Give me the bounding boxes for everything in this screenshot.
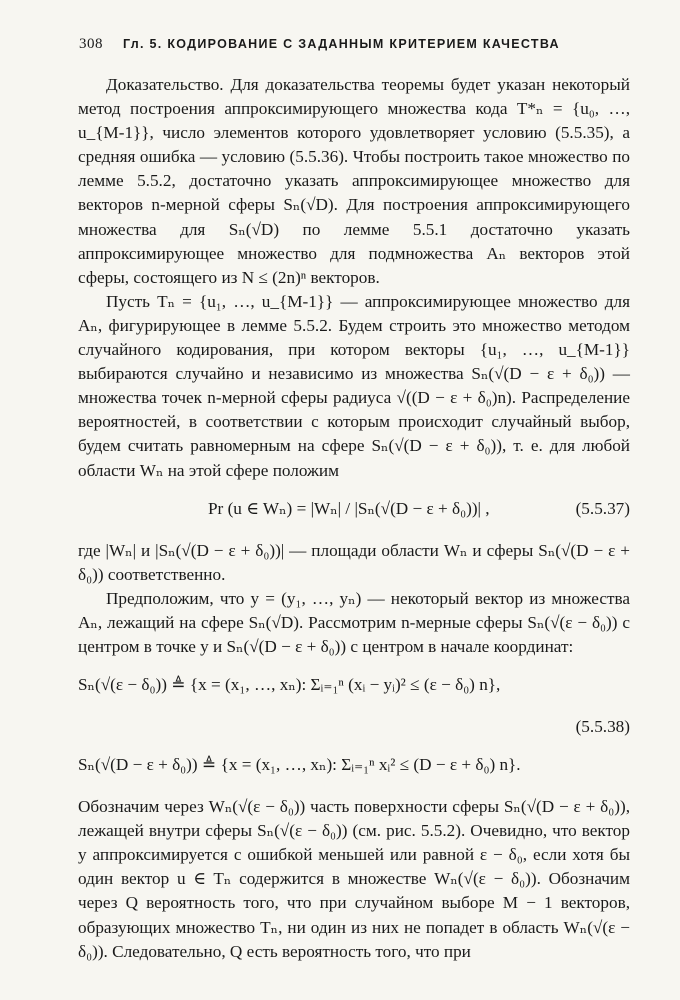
- page-body: [78, 73, 630, 964]
- equation-5-5-37-label: (5.5.37): [575, 498, 630, 518]
- chapter-title: Гл. 5. КОДИРОВАНИЕ С ЗАДАННЫМ КРИТЕРИЕМ КАЧЕСТВА: [123, 37, 560, 51]
- paragraph-where: где |Wₙ| и |Sₙ(√(D − ε + δ₀))| — площади области Wₙ и сферы Sₙ(√(D − ε + δ₀)) соответственно.: [78, 540, 630, 584]
- paragraph-proof: Доказательство. Для доказательства теоремы будет указан некоторый метод построения аппроксимирующего множества кода T*ₙ = {u₀, …, u_{M-1}}, число элементов которого удовлетворяет условию (5.5.35), а средняя ошибка — условию (5.5.36). Чтобы построить такое множество по лемме 5.5.2, достаточно указать аппроксимирующее множество для векторов n-мерной сферы Sₙ(√D). Для построения аппроксимирующего множества для Sₙ(√D) по лемме 5.5.1 достаточно указать аппроксимирующее множество для подмножества Aₙ векторов этой сферы, состоящего из N ≤ (2n)ⁿ векторов.: [78, 75, 630, 287]
- page-header: [79, 36, 599, 58]
- page-number: 308: [79, 36, 103, 52]
- paragraph-denote: Обозначим через Wₙ(√(ε − δ₀)) часть поверхности сферы Sₙ(√(D − ε + δ₀)), лежащей внутри сферы Sₙ(√(ε − δ₀)) (см. рис. 5.5.2). Очевидно, что вектор y аппроксимируется с ошибкой меньшей или равной ε − δ₀, если хотя бы один вектор u ∈ Tₙ содержится в множестве Wₙ(√(ε − δ₀)). Обозначим через Q вероятность того, что при случайном выборе M − 1 векторов, образующих множество Tₙ, ни один из них не попадет в область Wₙ(√(ε − δ₀)). Следовательно, Q есть вероятность того, что при: [78, 797, 630, 961]
- equation-5-5-38b-formula: Sₙ(√(D − ε + δ₀)) ≜ {x = (x₁, …, xₙ): Σᵢ₌₁ⁿ xᵢ² ≤ (D − ε + δ₀) n}.: [78, 755, 521, 775]
- equation-5-5-37: [78, 491, 630, 531]
- equation-5-5-38-label: (5.5.38): [575, 717, 630, 737]
- equation-5-5-37-formula: Pr (u ∈ Wₙ) = |Wₙ| / |Sₙ(√(D − ε + δ₀))| ,: [208, 498, 490, 518]
- paragraph-random-coding: Пусть Tₙ = {u₁, …, u_{M-1}} — аппроксимирующее множество для Aₙ, фигурирующее в лемме 5.5.2. Будем строить это множество методом случайного кодирования, при котором векторы {u₁, …, u_{M-1}} выбираются случайно и независимо из множества Sₙ(√(D − ε + δ₀)) — множества точек n-мерной сферы радиуса √((D − ε + δ₀)n). Распределение вероятностей, в соответствии с которым происходит случайный выбор, будем считать равномерным на сфере Sₙ(√(D − ε + δ₀)), т. е. для любой области Wₙ на этой сфере положим: [78, 291, 630, 480]
- equation-5-5-38a-formula: Sₙ(√(ε − δ₀)) ≜ {x = (x₁, …, xₙ): Σᵢ₌₁ⁿ (xᵢ − yᵢ)² ≤ (ε − δ₀) n},: [78, 675, 501, 695]
- paragraph-suppose: Предположим, что y = (y₁, …, yₙ) — некоторый вектор из множества Aₙ, лежащий на сфере Sₙ(√D). Рассмотрим n-мерные сферы Sₙ(√(ε − δ₀)) с центром в точке y и Sₙ(√(D − ε + δ₀)) с центром в начале координат:: [78, 588, 630, 656]
- equation-5-5-38a: [78, 667, 630, 707]
- equation-5-5-38b: [78, 747, 630, 787]
